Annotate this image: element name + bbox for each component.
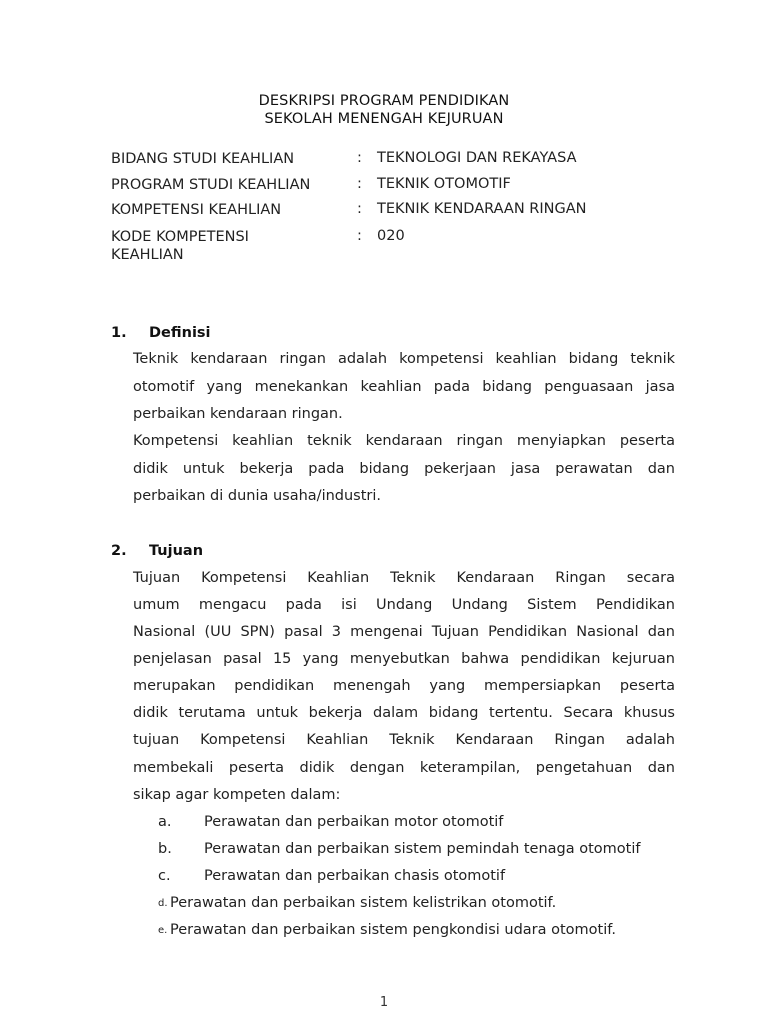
paragraph-line: sikap agar kompeten dalam: — [133, 787, 341, 803]
meta-label — [111, 228, 341, 264]
meta-value: TEKNIK OTOMOTIF — [377, 176, 511, 192]
meta-label: BIDANG STUDI KEAHLIAN — [111, 151, 295, 167]
paragraph-line: merupakan pendidikan menengah yang mempersiapkan peserta — [133, 678, 675, 694]
list-marker: c. — [158, 868, 171, 884]
meta-label-line-1: KODE KOMPETENSI — [111, 229, 249, 245]
list-marker: d. — [158, 898, 168, 909]
list-text: Perawatan dan perbaikan sistem pengkondisi udara otomotif. — [170, 922, 616, 938]
paragraph-line: penjelasan pasal 15 yang menyebutkan bahwa pendidikan kejuruan — [133, 651, 675, 667]
section-number: 1. — [111, 325, 127, 341]
list-text: Perawatan dan perbaikan sistem kelistrikan otomotif. — [170, 895, 557, 911]
document-title-line-1: DESKRIPSI PROGRAM PENDIDIKAN — [258, 93, 510, 109]
section-title: Definisi — [149, 325, 211, 341]
paragraph-line: Tujuan Kompetensi Keahlian Teknik Kendaraan Ringan secara — [133, 570, 675, 586]
section-heading-definisi — [111, 325, 211, 341]
meta-label: KOMPETENSI KEAHLIAN — [111, 202, 282, 218]
paragraph-line: Teknik kendaraan ringan adalah kompetensi keahlian bidang teknik — [133, 351, 675, 367]
list-marker: e. — [158, 925, 168, 936]
meta-colon: : — [357, 176, 362, 192]
paragraph-line: perbaikan di dunia usaha/industri. — [133, 488, 382, 504]
paragraph-line: membekali peserta didik dengan keterampilan, pengetahuan dan — [133, 760, 675, 776]
list-text: Perawatan dan perbaikan sistem pemindah tenaga otomotif — [204, 841, 641, 857]
paragraph-line: otomotif yang menekankan keahlian pada bidang penguasaan jasa — [133, 379, 675, 395]
paragraph-line: tujuan Kompetensi Keahlian Teknik Kendaraan Ringan adalah — [133, 732, 675, 748]
list-text: Perawatan dan perbaikan chasis otomotif — [204, 868, 506, 884]
section-number: 2. — [111, 543, 127, 559]
section-heading-tujuan — [111, 543, 203, 559]
meta-label-line-2: KEAHLIAN — [111, 247, 184, 263]
meta-value: TEKNIK KENDARAAN RINGAN — [377, 201, 587, 217]
document-title-line-2: SEKOLAH MENENGAH KEJURUAN — [264, 111, 504, 127]
paragraph-line: didik untuk bekerja pada bidang pekerjaan jasa perawatan dan — [133, 461, 675, 477]
list-marker: b. — [158, 841, 172, 857]
paragraph-line: perbaikan kendaraan ringan. — [133, 406, 343, 422]
list-text: Perawatan dan perbaikan motor otomotif — [204, 814, 504, 830]
paragraph-line: Kompetensi keahlian teknik kendaraan ringan menyiapkan peserta — [133, 433, 675, 449]
page-number: 1 — [379, 995, 389, 1010]
meta-colon: : — [357, 150, 362, 166]
paragraph-line: umum mengacu pada isi Undang Undang Sistem Pendidikan — [133, 597, 675, 613]
list-marker: a. — [158, 814, 172, 830]
meta-colon: : — [357, 201, 362, 217]
meta-value: TEKNOLOGI DAN REKAYASA — [377, 150, 577, 166]
meta-colon: : — [357, 228, 362, 244]
meta-value: 020 — [377, 228, 405, 244]
paragraph-line: Nasional (UU SPN) pasal 3 mengenai Tujuan Pendidikan Nasional dan — [133, 624, 675, 640]
section-title: Tujuan — [149, 543, 204, 559]
paragraph-line: didik terutama untuk bekerja dalam bidang tertentu. Secara khusus — [133, 705, 675, 721]
meta-label: PROGRAM STUDI KEAHLIAN — [111, 177, 311, 193]
